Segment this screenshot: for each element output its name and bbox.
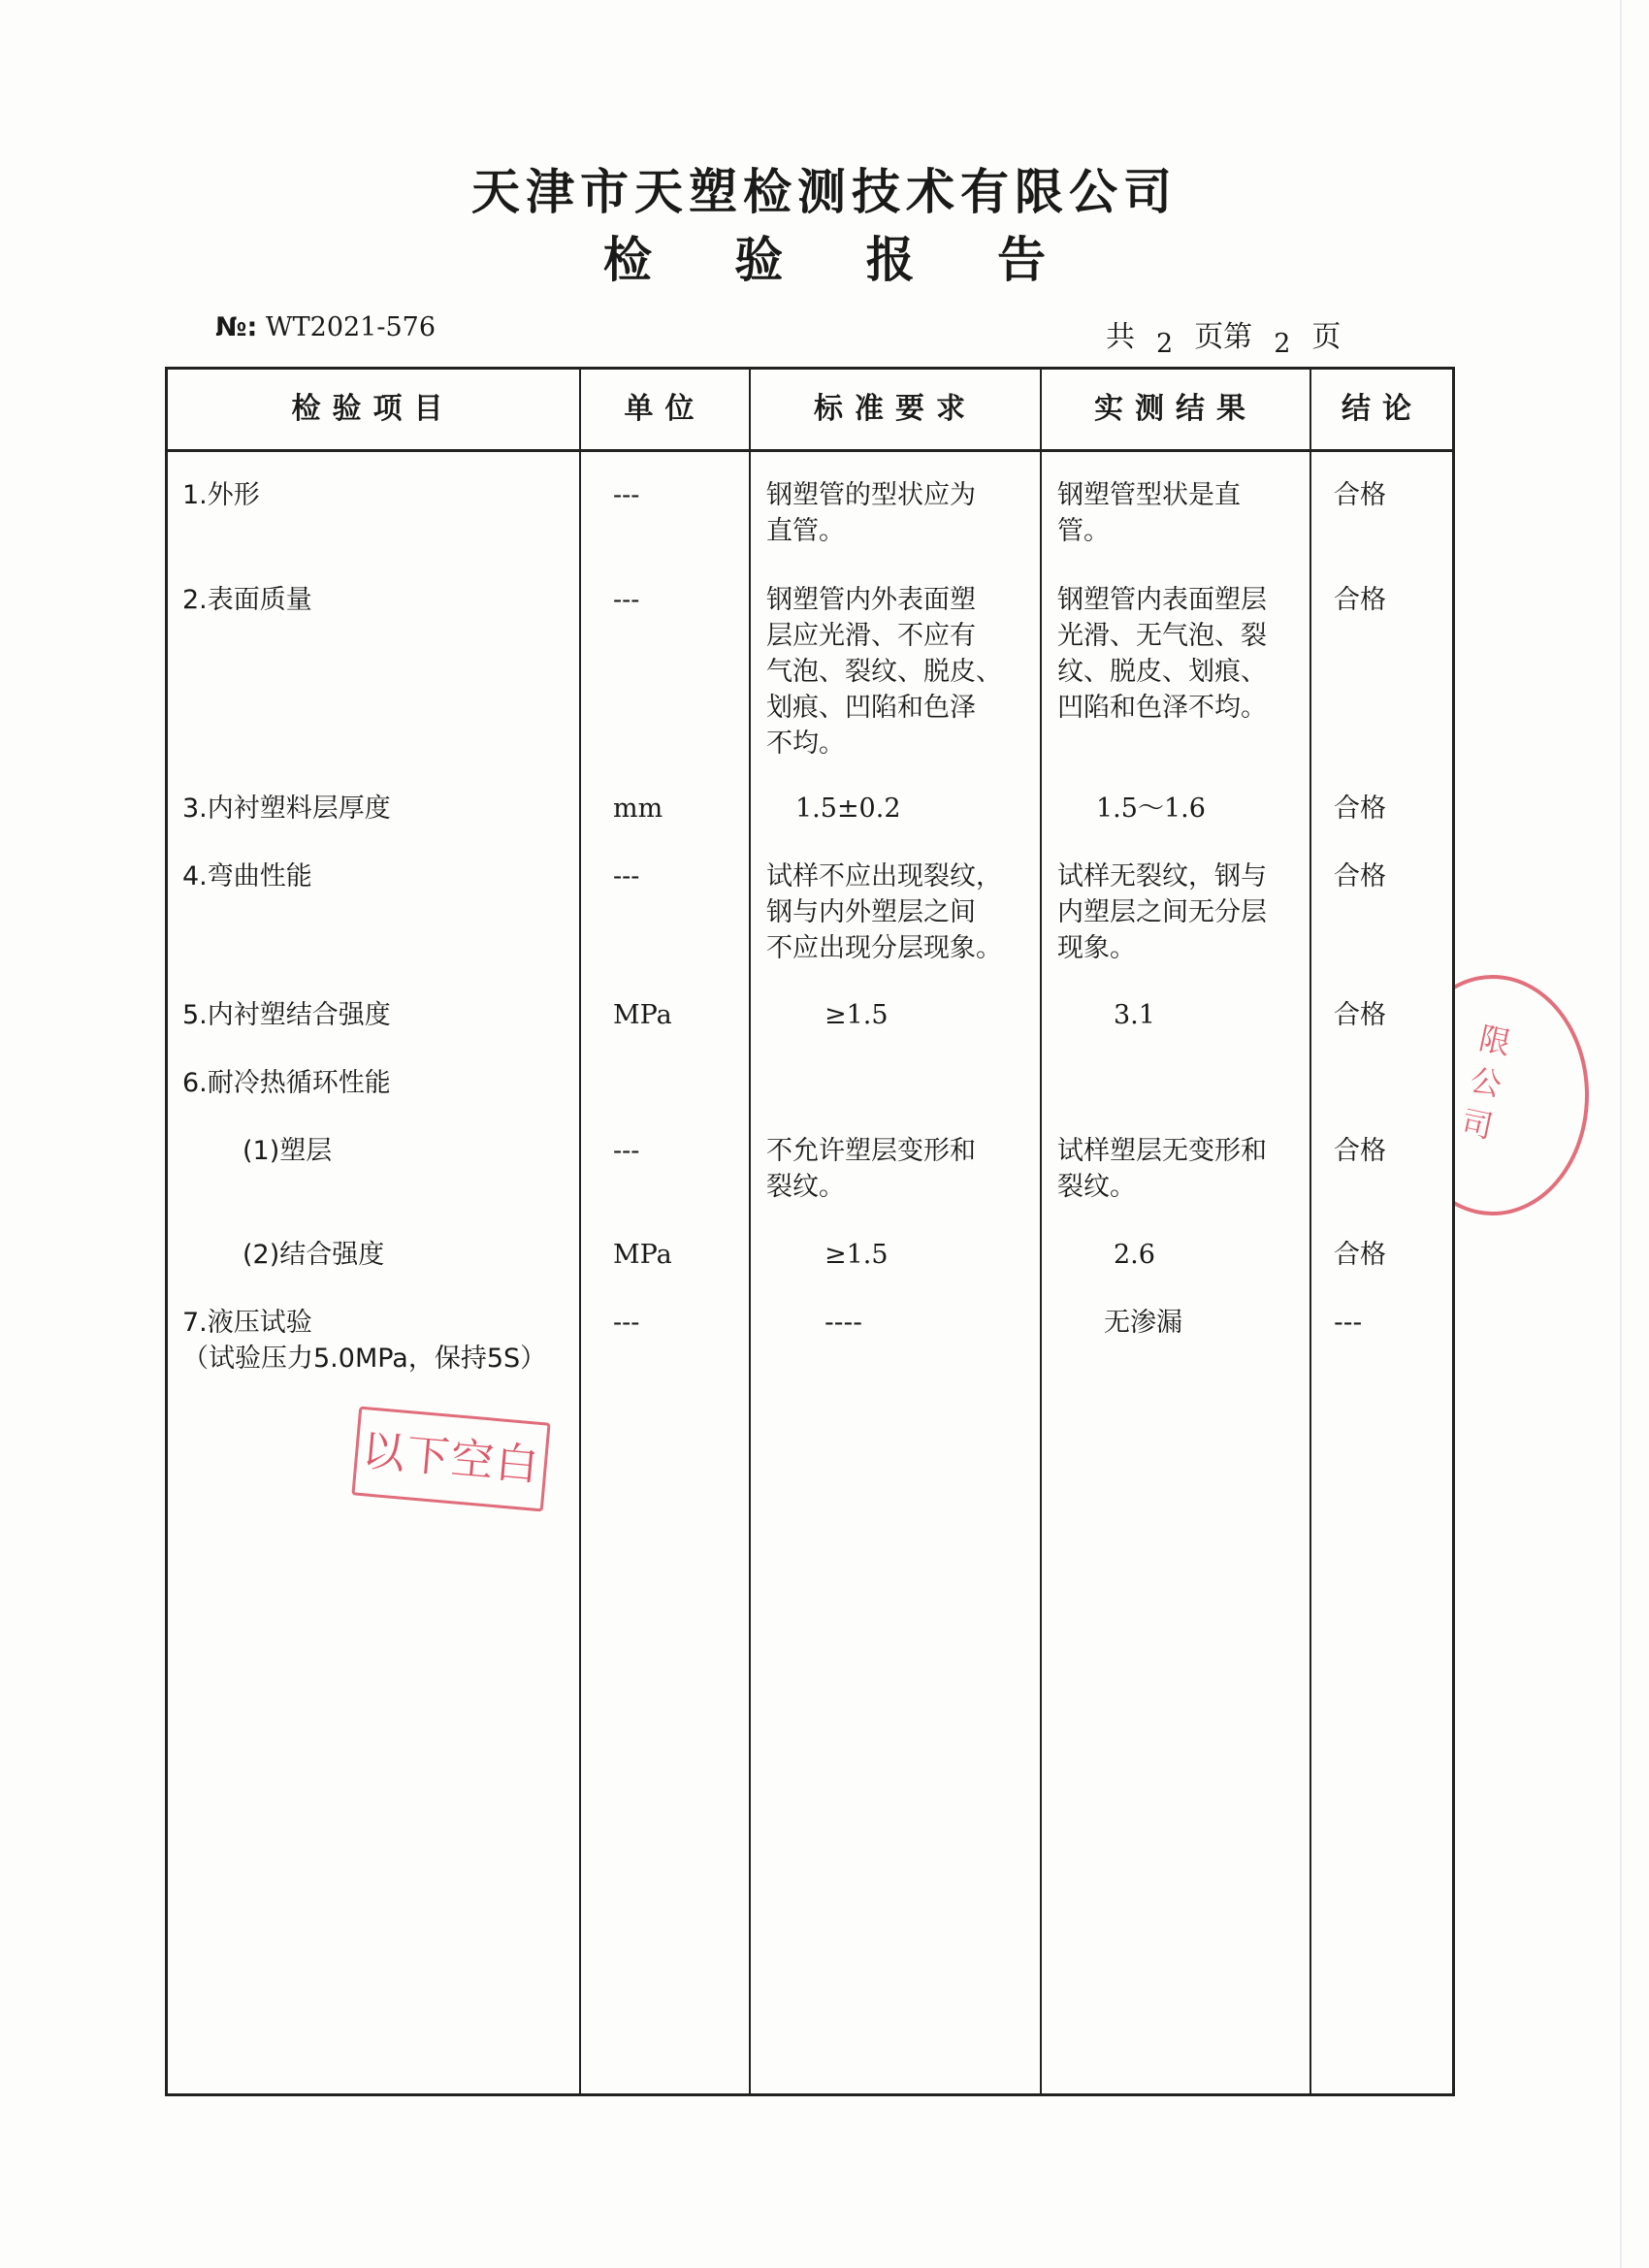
page-end-label: 页: [1311, 320, 1342, 354]
header-requirement: 标准要求: [814, 392, 977, 426]
row-requirement: 钢塑管的型状应为 直管。: [766, 480, 976, 546]
row-result: 钢塑管型状是直 管。: [1057, 480, 1241, 546]
row-item: 7.液压试验 （试验压力5.0MPa，保持5S）: [182, 1308, 547, 1374]
page-edge: [1620, 0, 1622, 2268]
row-requirement: 不允许塑层变形和 裂纹。: [766, 1136, 976, 1202]
number-label: №:: [215, 312, 258, 342]
row-requirement: ≥1.5: [824, 1240, 889, 1270]
page-mid-label: 页第: [1194, 320, 1253, 354]
row-requirement: 试样不应出现裂纹， 钢与内外塑层之间 不应出现分层现象。: [766, 861, 1002, 963]
row-requirement: ≥1.5: [824, 1000, 889, 1030]
row-item: (2)结合强度: [242, 1240, 385, 1270]
header-unit: 单位: [624, 392, 706, 426]
row-conclusion: 合格: [1334, 1000, 1386, 1030]
row-unit: MPa: [613, 1000, 672, 1030]
report-title: 检 验 报 告: [602, 232, 1080, 288]
report-number-value: WT2021-576: [265, 312, 436, 342]
row-unit: ---: [613, 1308, 640, 1338]
header-conclusion: 结论: [1342, 392, 1423, 426]
header-divider: [165, 449, 1455, 452]
row-conclusion: 合格: [1334, 1136, 1386, 1166]
page-info: [1106, 312, 1342, 359]
row-requirement: 1.5±0.2: [795, 794, 901, 824]
row-conclusion: 合格: [1334, 794, 1386, 824]
row-result: 试样塑层无变形和 裂纹。: [1057, 1136, 1267, 1202]
header-result: 实测结果: [1094, 392, 1257, 426]
row-unit: ---: [613, 480, 640, 510]
row-result: 3.1: [1114, 1000, 1155, 1030]
row-unit: ---: [613, 1136, 640, 1166]
column-divider: [1040, 367, 1042, 2096]
row-conclusion: ---: [1334, 1308, 1363, 1338]
company-name: 天津市天塑检测技术有限公司: [471, 164, 1178, 220]
row-conclusion: 合格: [1334, 861, 1386, 891]
report-number: [215, 312, 436, 342]
page-total: 2: [1156, 329, 1174, 359]
row-result: 1.5～1.6: [1096, 794, 1206, 824]
row-conclusion: 合格: [1334, 1240, 1386, 1270]
row-unit: ---: [613, 585, 640, 615]
row-item: 6.耐冷热循环性能: [182, 1068, 391, 1098]
row-item: (1)塑层: [242, 1136, 333, 1166]
row-conclusion: 合格: [1334, 585, 1386, 615]
seal-text: 限公司: [1458, 1020, 1514, 1146]
row-result: 试样无裂纹，钢与 内塑层之间无分层 现象。: [1057, 861, 1267, 963]
column-divider: [749, 367, 751, 2096]
row-item: 2.表面质量: [182, 585, 312, 615]
blank-below-stamp: 以下空白: [351, 1407, 550, 1512]
row-result: 钢塑管内表面塑层 光滑、无气泡、裂 纹、脱皮、划痕、 凹陷和色泽不均。: [1057, 585, 1267, 723]
row-item: 1.外形: [182, 480, 260, 510]
row-unit: mm: [613, 794, 663, 824]
row-item: 4.弯曲性能: [182, 861, 312, 891]
header-item: 检验项目: [291, 392, 455, 426]
row-unit: ---: [613, 861, 640, 891]
row-result: 2.6: [1114, 1240, 1155, 1270]
row-conclusion: 合格: [1334, 480, 1386, 510]
page-total-label: 共: [1106, 320, 1135, 354]
column-divider: [579, 367, 581, 2096]
row-item: 3.内衬塑料层厚度: [182, 794, 391, 824]
row-unit: MPa: [613, 1240, 672, 1270]
row-requirement: 钢塑管内外表面塑 层应光滑、不应有 气泡、裂纹、脱皮、 划痕、凹陷和色泽 不均。: [766, 585, 1002, 759]
row-item: 5.内衬塑结合强度: [182, 1000, 391, 1030]
row-requirement: ----: [824, 1308, 862, 1338]
row-result: 无渗漏: [1104, 1308, 1182, 1338]
page-current: 2: [1274, 329, 1291, 359]
